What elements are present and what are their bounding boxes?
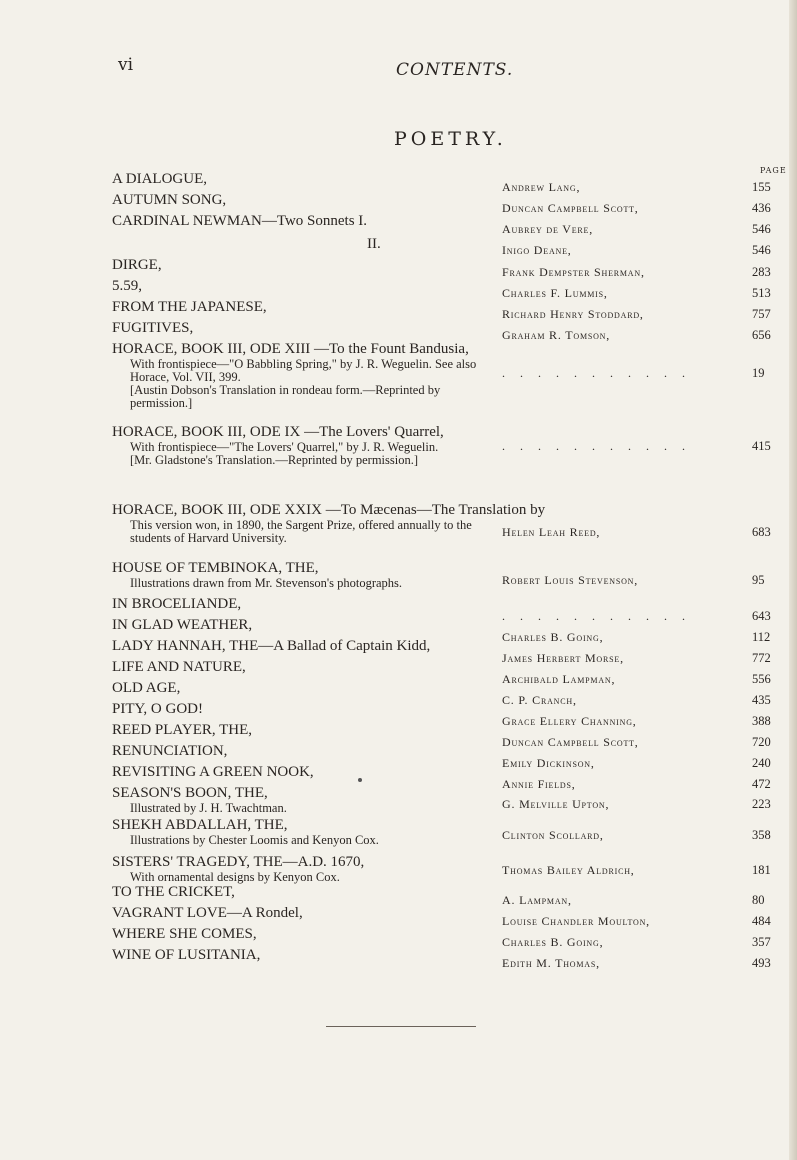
page-ref: 435 [752, 693, 771, 707]
toc-entry [112, 854, 492, 884]
toc-entry [112, 701, 492, 718]
poem-title: WHERE SHE COMES, [112, 926, 257, 942]
toc-entry [112, 884, 492, 901]
page-ref: 155 [752, 180, 771, 194]
poem-author: C. P. Cranch, [502, 693, 577, 707]
toc-entry [112, 320, 492, 337]
poem-author: Grace Ellery Channing, [502, 714, 637, 728]
poem-author: . . . . . . . . . . . [502, 439, 691, 453]
page-ref: 181 [752, 863, 771, 877]
poem-author: Inigo Deane, [502, 243, 572, 257]
poem-title: RENUNCIATION, [112, 743, 228, 759]
toc-entry [112, 596, 492, 613]
poem-title: OLD AGE, [112, 680, 181, 696]
page-ref: 388 [752, 714, 771, 728]
toc-entry [112, 785, 492, 815]
toc-entry [112, 213, 492, 230]
poem-author: . . . . . . . . . . . [502, 609, 691, 623]
poem-title: A DIALOGUE, [112, 171, 207, 187]
poem-author: Charles B. Going, [502, 935, 604, 949]
page-ref: 546 [752, 243, 771, 257]
poem-title: DIRGE, [112, 257, 162, 273]
page-ref: 513 [752, 286, 771, 300]
poem-title: CARDINAL NEWMAN—Two Sonnets I. [112, 213, 368, 229]
poem-note: Illustrations drawn from Mr. Stevenson's photographs. [130, 576, 403, 590]
toc-entry [112, 341, 492, 410]
poem-title: VAGRANT LOVE—A Rondel, [112, 905, 303, 921]
toc-entry [112, 817, 492, 847]
poem-note: With frontispiece—"The Lovers' Quarrel," by J. R. Weguelin. [130, 440, 439, 454]
poem-note: With ornamental designs by Kenyon Cox. [130, 870, 340, 884]
page-column-header: PAGE [760, 166, 787, 175]
toc-entry [112, 171, 492, 188]
poem-note: Illustrated by J. H. Twachtman. [130, 801, 287, 815]
poem-author: G. Melville Upton, [502, 797, 610, 811]
page-ref: 472 [752, 777, 771, 791]
poem-title: WINE OF LUSITANIA, [112, 947, 261, 963]
poem-title: IN BROCELIANDE, [112, 596, 242, 612]
toc-entry [112, 764, 492, 781]
poem-author: Clinton Scollard, [502, 828, 604, 842]
poem-author: Annie Fields, [502, 777, 576, 791]
poem-author: Duncan Campbell Scott, [502, 201, 639, 215]
poem-author: Thomas Bailey Aldrich, [502, 863, 635, 877]
running-head: CONTENTS. [396, 60, 514, 80]
poem-title: SEASON'S BOON, THE, [112, 785, 268, 801]
page-ref: 683 [752, 525, 771, 539]
poem-author: A. Lampman, [502, 893, 572, 907]
poem-title: LADY HANNAH, THE—A Ballad of Captain Kidd, [112, 638, 431, 654]
poem-title: 5.59, [112, 278, 142, 294]
page-ref: 436 [752, 201, 771, 215]
page-ref: 19 [752, 366, 765, 380]
poem-title: AUTUMN SONG, [112, 192, 227, 208]
toc-entry [112, 722, 492, 739]
poem-author: Helen Leah Reed, [502, 525, 601, 539]
toc-entry [112, 947, 492, 964]
page-ref: 283 [752, 265, 771, 279]
poem-author: Aubrey de Vere, [502, 222, 594, 236]
section-title: POETRY. [394, 128, 507, 150]
poem-note: Illustrations by Chester Loomis and Kenyon Cox. [130, 833, 379, 847]
page-ref: 757 [752, 307, 771, 321]
poem-author: Edith M. Thomas, [502, 956, 600, 970]
poem-author: Robert Louis Stevenson, [502, 573, 639, 587]
poem-title: PITY, O GOD! [112, 701, 203, 717]
page-ref: 223 [752, 797, 771, 811]
poem-author: Andrew Lang, [502, 180, 581, 194]
toc-entry [112, 424, 492, 467]
poem-author: Frank Dempster Sherman, [502, 265, 645, 279]
poem-title: SHEKH ABDALLAH, THE, [112, 817, 288, 833]
page-ref: 720 [752, 735, 771, 749]
page-ref: 546 [752, 222, 771, 236]
ink-speck [358, 778, 362, 782]
page-ref: 80 [752, 893, 765, 907]
poem-author: Charles B. Going, [502, 630, 604, 644]
toc-entry [112, 278, 492, 295]
toc-entry [112, 257, 492, 274]
poem-note: With frontispiece—"O Babbling Spring," by J. R. Weguelin. See also Horace, Vol. VII, 399. [130, 357, 477, 384]
poem-author: Archibald Lampman, [502, 672, 616, 686]
toc-entry [112, 638, 492, 655]
page-ref: 772 [752, 651, 771, 665]
page-number: vi [118, 55, 134, 75]
poem-title: REED PLAYER, THE, [112, 722, 253, 738]
page-ref: 656 [752, 328, 771, 342]
toc-entry [112, 560, 492, 590]
toc-entry [112, 680, 492, 697]
poem-title: LIFE AND NATURE, [112, 659, 246, 675]
poem-author: Emily Dickinson, [502, 756, 595, 770]
toc-entry [112, 236, 492, 253]
page-ref: 358 [752, 828, 771, 842]
page-ref: 357 [752, 935, 771, 949]
toc-entry [112, 743, 492, 760]
page-ref: 493 [752, 956, 771, 970]
poem-title: HORACE, BOOK III, ODE IX —The Lovers' Quarrel, [112, 424, 444, 440]
poem-title: SISTERS' TRAGEDY, THE—A.D. 1670, [112, 854, 365, 870]
poem-author: Charles F. Lummis, [502, 286, 608, 300]
poem-title: HORACE, BOOK III, ODE XIII —To the Fount Bandusia, [112, 341, 469, 357]
poem-title: FROM THE JAPANESE, [112, 299, 267, 315]
poem-author: Richard Henry Stoddard, [502, 307, 644, 321]
poem-author: Louise Chandler Moulton, [502, 914, 650, 928]
page-ref: 112 [752, 630, 771, 644]
toc-entry [112, 192, 492, 209]
toc-entry [112, 926, 492, 943]
page-ref: 240 [752, 756, 771, 770]
poem-author: Duncan Campbell Scott, [502, 735, 639, 749]
poem-author: James Herbert Morse, [502, 651, 624, 665]
toc-entry [112, 659, 492, 676]
poem-note: [Mr. Gladstone's Translation.—Reprinted by permission.] [130, 453, 419, 467]
toc-entry [112, 617, 492, 634]
poem-author: . . . . . . . . . . . [502, 366, 691, 380]
poem-title: II. [367, 236, 381, 252]
toc-entry [112, 905, 492, 922]
poem-title: HOUSE OF TEMBINOKA, THE, [112, 560, 319, 576]
page-ref: 643 [752, 609, 771, 623]
poem-note: [Austin Dobson's Translation in rondeau form.—Reprinted by permission.] [130, 383, 441, 410]
page-ref: 484 [752, 914, 771, 928]
poem-title: HORACE, BOOK III, ODE XXIX —To Mæcenas—The Translation by [112, 502, 546, 518]
page-ref: 415 [752, 439, 771, 453]
closing-rule [326, 1026, 476, 1027]
poem-title: REVISITING A GREEN NOOK, [112, 764, 314, 780]
poem-title: TO THE CRICKET, [112, 884, 235, 900]
poem-title: IN GLAD WEATHER, [112, 617, 253, 633]
page-ref: 556 [752, 672, 771, 686]
page-ref: 95 [752, 573, 765, 587]
toc-entry [112, 299, 492, 316]
toc-entry [112, 502, 546, 545]
poem-note: This version won, in 1890, the Sargent Prize, offered annually to the students of Harvard University. [130, 518, 472, 545]
poem-author: Graham R. Tomson, [502, 328, 611, 342]
poem-title: FUGITIVES, [112, 320, 194, 336]
